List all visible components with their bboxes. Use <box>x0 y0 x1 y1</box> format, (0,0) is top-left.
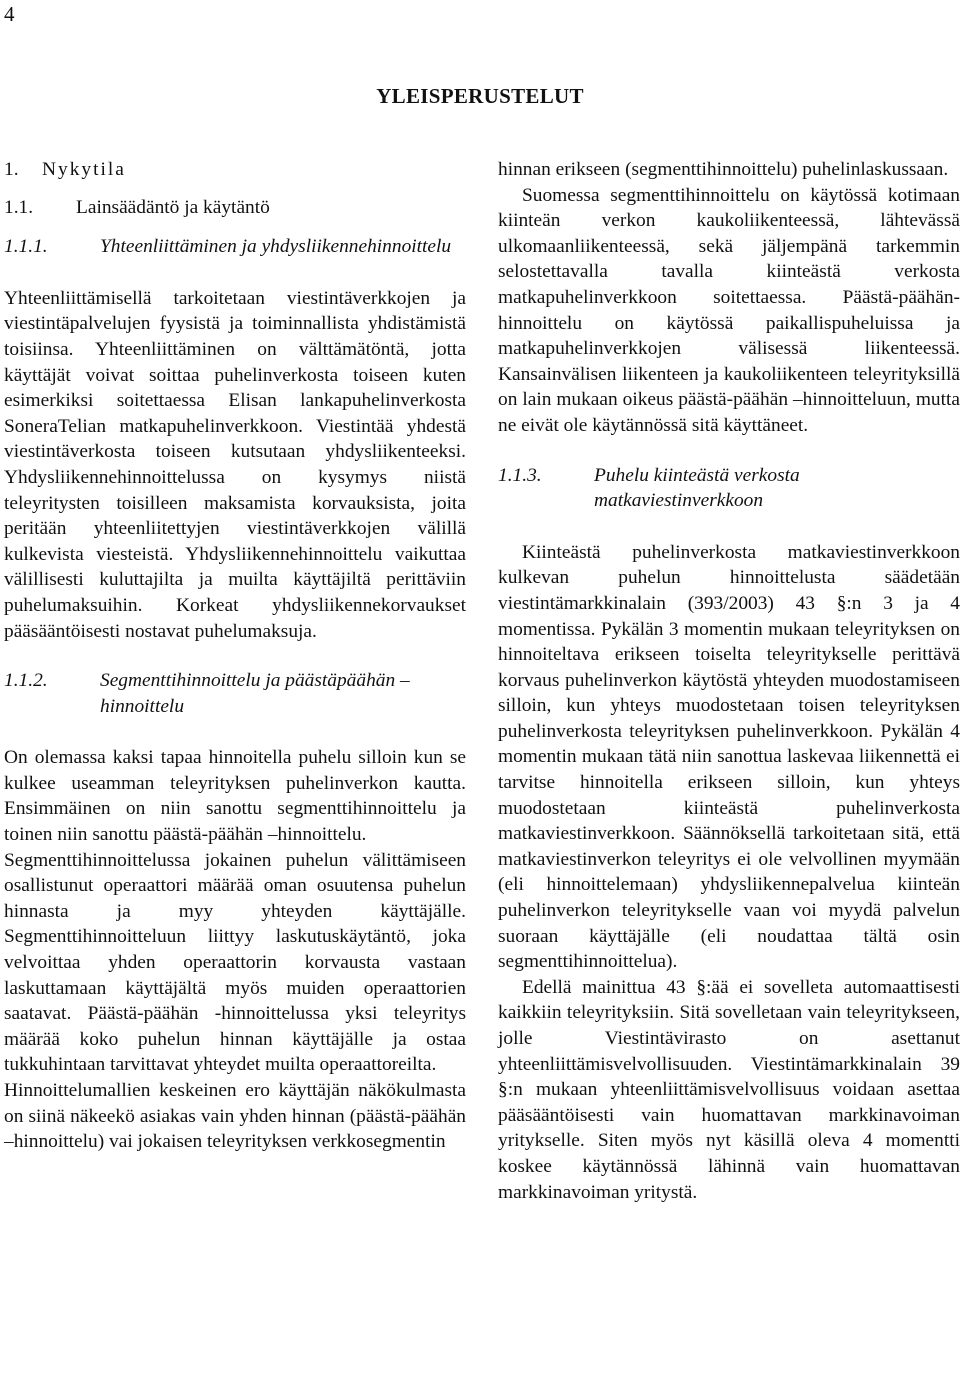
subsubsection-number: 1.1.3. <box>498 464 542 486</box>
paragraph: Edellä mainittua 43 §:ää ei sovelleta automaattisesti kaikkiin teleyrityksiin. Sitä sovelletaan vain teleyritykseen, jolle Viestintävirasto on asettanut yhteenliittämisvelvollisuuden. Viestintämarkkinalain 39 §:n mukaan yhteenliittämisvelvollisuus voidaan asettaa pääsääntöisesti vain huomattavan markkinavoiman yritykselle. Siten myös nyt käsillä oleva 4 momentti koskee käytännössä lähinnä vain huomattavan markkinavoiman yritystä. <box>498 976 960 1203</box>
subsection-heading <box>4 195 466 221</box>
section-heading <box>4 157 466 183</box>
subsubsection-title: Puhelu kiinteästä verkosta matkaviestinverkkoon <box>594 464 800 512</box>
paragraph: hinnan erikseen (segmenttihinnoittelu) puhelinlaskussaan. <box>498 159 949 180</box>
subsubsection-heading <box>4 234 466 260</box>
paragraph: Yhteenliittämisellä tarkoitetaan viestintäverkkojen ja viestintäpalvelujen fyysistä ja toiminnallista yhdistämistä toisiinsa. Yhteenliittäminen on välttämätöntä, jotta käyttäjät voivat soittaa puhelinverkosta toiseen kuten esimerkiksi soitettaessa Elisan lankapuhelinverkosta SoneraTelian matkapuhelinverkkoon. Viestintää yhdestä viestintäverkosta toiseen kutsutaan yhdysliikenteeksi. Yhdysliikennehinnoittelussa on kysymys niistä teleyritysten toisilleen maksamista korvauksista, joita peritään yhteenliitettyjen viestintäverkkojen välillä kulkevista viesteistä. Yhdysliikennehinnoittelu vaikuttaa välillisesti kuluttajilta ja muilta käyttäjiltä perittäviin puhelumaksuihin. Korkeat yhdysliikennekorvaukset pääsääntöisesti nostavat puhelumaksuja. <box>4 287 466 642</box>
subsubsection-heading <box>4 668 466 719</box>
paragraph: On olemassa kaksi tapaa hinnoitella puhelu silloin kun se kulkee useamman teleyrityksen puhelinverkon kautta. Ensimmäinen on niin sanottu segmenttihinnoittelu ja toinen niin sanottu päästä-päähän –hinnoittelu. <box>4 747 466 846</box>
paragraph: Kiinteästä puhelinverkosta matkaviestinverkkoon kulkevan puhelun hinnoittelusta säädetään viestintämarkkinalain (393/2003) 43 §:n 3 ja 4 momentissa. Pykälän 3 momentin mukaan teleyrityksen on hinnoiteltava erikseen toiselta teleyritykselle perittävä korvaus puhelinverkon käytöstä yhteyden muodostamiseen silloin, kun yhteys muodostetaan toisen teleyrityksen puhelinverkosta teleyrityksen puhelinverkkoon. Pykälän 4 momentin mukaan tätä niin sanottua laskevaa liikennettä ei tarvitse hinnoitella erikseen silloin, kun yhteys muodostetaan kiinteästä puhelinverkosta matkaviestinverkkoon. Säännöksellä tarkoitetaan sitä, että matkaviestinverkon teleyritys ei ole velvollinen myymään (eli hinnoittelemaan) yhdysliikennepalvelua kiinteän puhelinverkon teleyritykselle vaan voi myydä palvelun suoraan käyttäjälle (eli noudattaa tältä osin segmenttihinnoittelua). <box>498 541 960 973</box>
left-column <box>4 157 466 1155</box>
subsubsection-title: Yhteenliittäminen ja yhdysliikennehinnoittelu <box>100 236 452 258</box>
right-column <box>498 157 960 1205</box>
section-title: Nykytila <box>42 159 126 180</box>
paragraph: Segmenttihinnoittelussa jokainen puhelun välittämiseen osallistunut operaattori määrää oman osuutensa puhelun hinnasta ja myy yhteyden käyttäjälle. Segmenttihinnoitteluun liittyy laskutuskäytäntö, joka velvoittaa yhden operaattorin korvausta vastaan laskuttamaan käyttäjältä myös muiden operaattorien saatavat. Päästä-päähän -hinnoittelussa yksi teleyritys määrää koko puhelun hinnan käyttäjälle ja ostaa tukkuhintaan tarvittavat yhteydet muilta operaattoreilta. <box>4 849 466 1076</box>
subsubsection-title: Segmenttihinnoittelu ja päästäpäähän –hinnoittelu <box>100 670 410 717</box>
page-heading: YLEISPERUSTELUT <box>376 84 584 108</box>
subsubsection-number: 1.1.1. <box>4 236 48 258</box>
subsection-number: 1.1. <box>4 196 34 218</box>
paragraph: Suomessa segmenttihinnoittelu on käytössä kotimaan kiinteän verkon kaukoliikenteessä, lähtevässä ulkomaanliikenteessä, sekä jäljempänä tarkemmin selostettavalla tavalla kiinteästä verkosta matkapuhelinverkkoon soitettaessa. Päästä-päähän-hinnoittelu on käytössä paikallispuheluissa ja matkapuhelinverkkojen välisessä liikenteessä. Kansainvälisen liikenteen ja kaukoliikenteen teleyrityksillä on lain mukaan oikeus päästä-päähän –hinnoitteluun, mutta ne eivät ole käytännössä sitä käyttäneet. <box>498 184 960 436</box>
subsubsection-number: 1.1.2. <box>4 670 48 692</box>
subsubsection-heading <box>498 463 960 514</box>
page-number: 4 <box>4 2 15 26</box>
subsection-title: Lainsäädäntö ja käytäntö <box>76 196 270 218</box>
paragraph: Hinnoittelumallien keskeinen ero käyttäjän näkökulmasta on siinä näkeekö asiakas vain yhden hinnan (päästä-päähän –hinnoittelu) vai jokaisen teleyrityksen verkkosegmentin <box>4 1080 466 1153</box>
section-number: 1. <box>4 159 19 180</box>
